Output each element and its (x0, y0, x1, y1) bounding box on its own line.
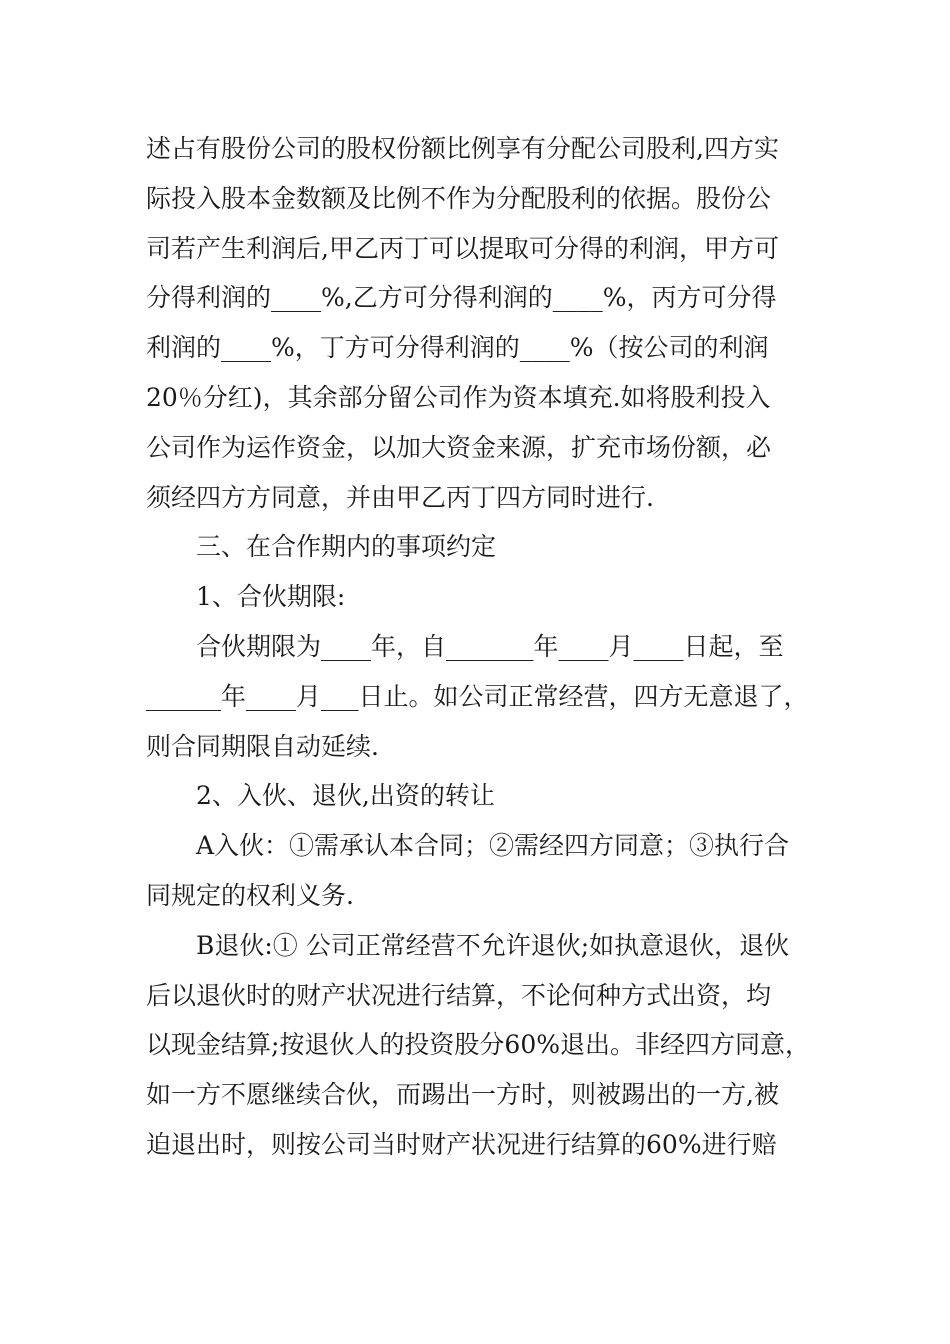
section-heading-3: 三、在合作期内的事项约定 (196, 532, 497, 562)
text-line-15: A入伙：①需承认本合同；②需经四方同意；③执行合 (196, 831, 790, 861)
text-line-19: 以现金结算;按退伙人的投资股分60%退出。非经四方同意， (146, 1030, 810, 1060)
document-body (146, 124, 816, 1170)
subsection-heading-2: 2、入伙、退伙,出资的转让 (196, 781, 495, 811)
text-line-13: 则合同期限自动延续. (146, 731, 379, 761)
text-line-16: 同规定的权利义务. (146, 880, 354, 910)
text-line-3: 司若产生利润后,甲乙丙丁可以提取可分得的利润，甲方可 (146, 233, 779, 263)
text-line-21: 迫退出时，则按公司当时财产状况进行结算的60%进行赔 (146, 1129, 777, 1159)
text-line-17: B退伙:① 公司正常经营不允许退伙;如执意退伙，退伙 (196, 930, 790, 960)
subsection-heading-1: 1、合伙期限: (196, 582, 346, 612)
text-line-7: 公司作为运作资金，以加大资金来源，扩充市场份额，必 (146, 432, 772, 462)
text-line-11: 合伙期限为____年，自_______年____月____日起，至 (196, 631, 784, 661)
text-line-8: 须经四方方同意，并由甲乙丙丁四方同时进行. (146, 482, 654, 512)
text-line-20: 如一方不愿继续合伙，而踢出一方时，则被踢出的一方,被 (146, 1080, 779, 1110)
text-line-2: 际投入股本金数额及比例不作为分配股利的依据。股份公 (146, 183, 772, 213)
text-line-18: 后以退伙时的财产状况进行结算，不论何种方式出资，均 (146, 980, 772, 1010)
text-line-12: ______年____月___日止。如公司正常经营，四方无意退了， (146, 681, 809, 711)
text-line-1: 述占有股份公司的股权份额比例享有分配公司股利,四方实 (146, 134, 779, 163)
text-line-5: 利润的____%，丁方可分得利润的____%（按公司的利润 (146, 333, 769, 363)
text-line-4: 分得利润的____%,乙方可分得利润的____%，丙方可分得 (146, 283, 777, 313)
text-line-6: 20％分红)，其余部分留公司作为资本填充.如将股利投入 (146, 382, 771, 412)
